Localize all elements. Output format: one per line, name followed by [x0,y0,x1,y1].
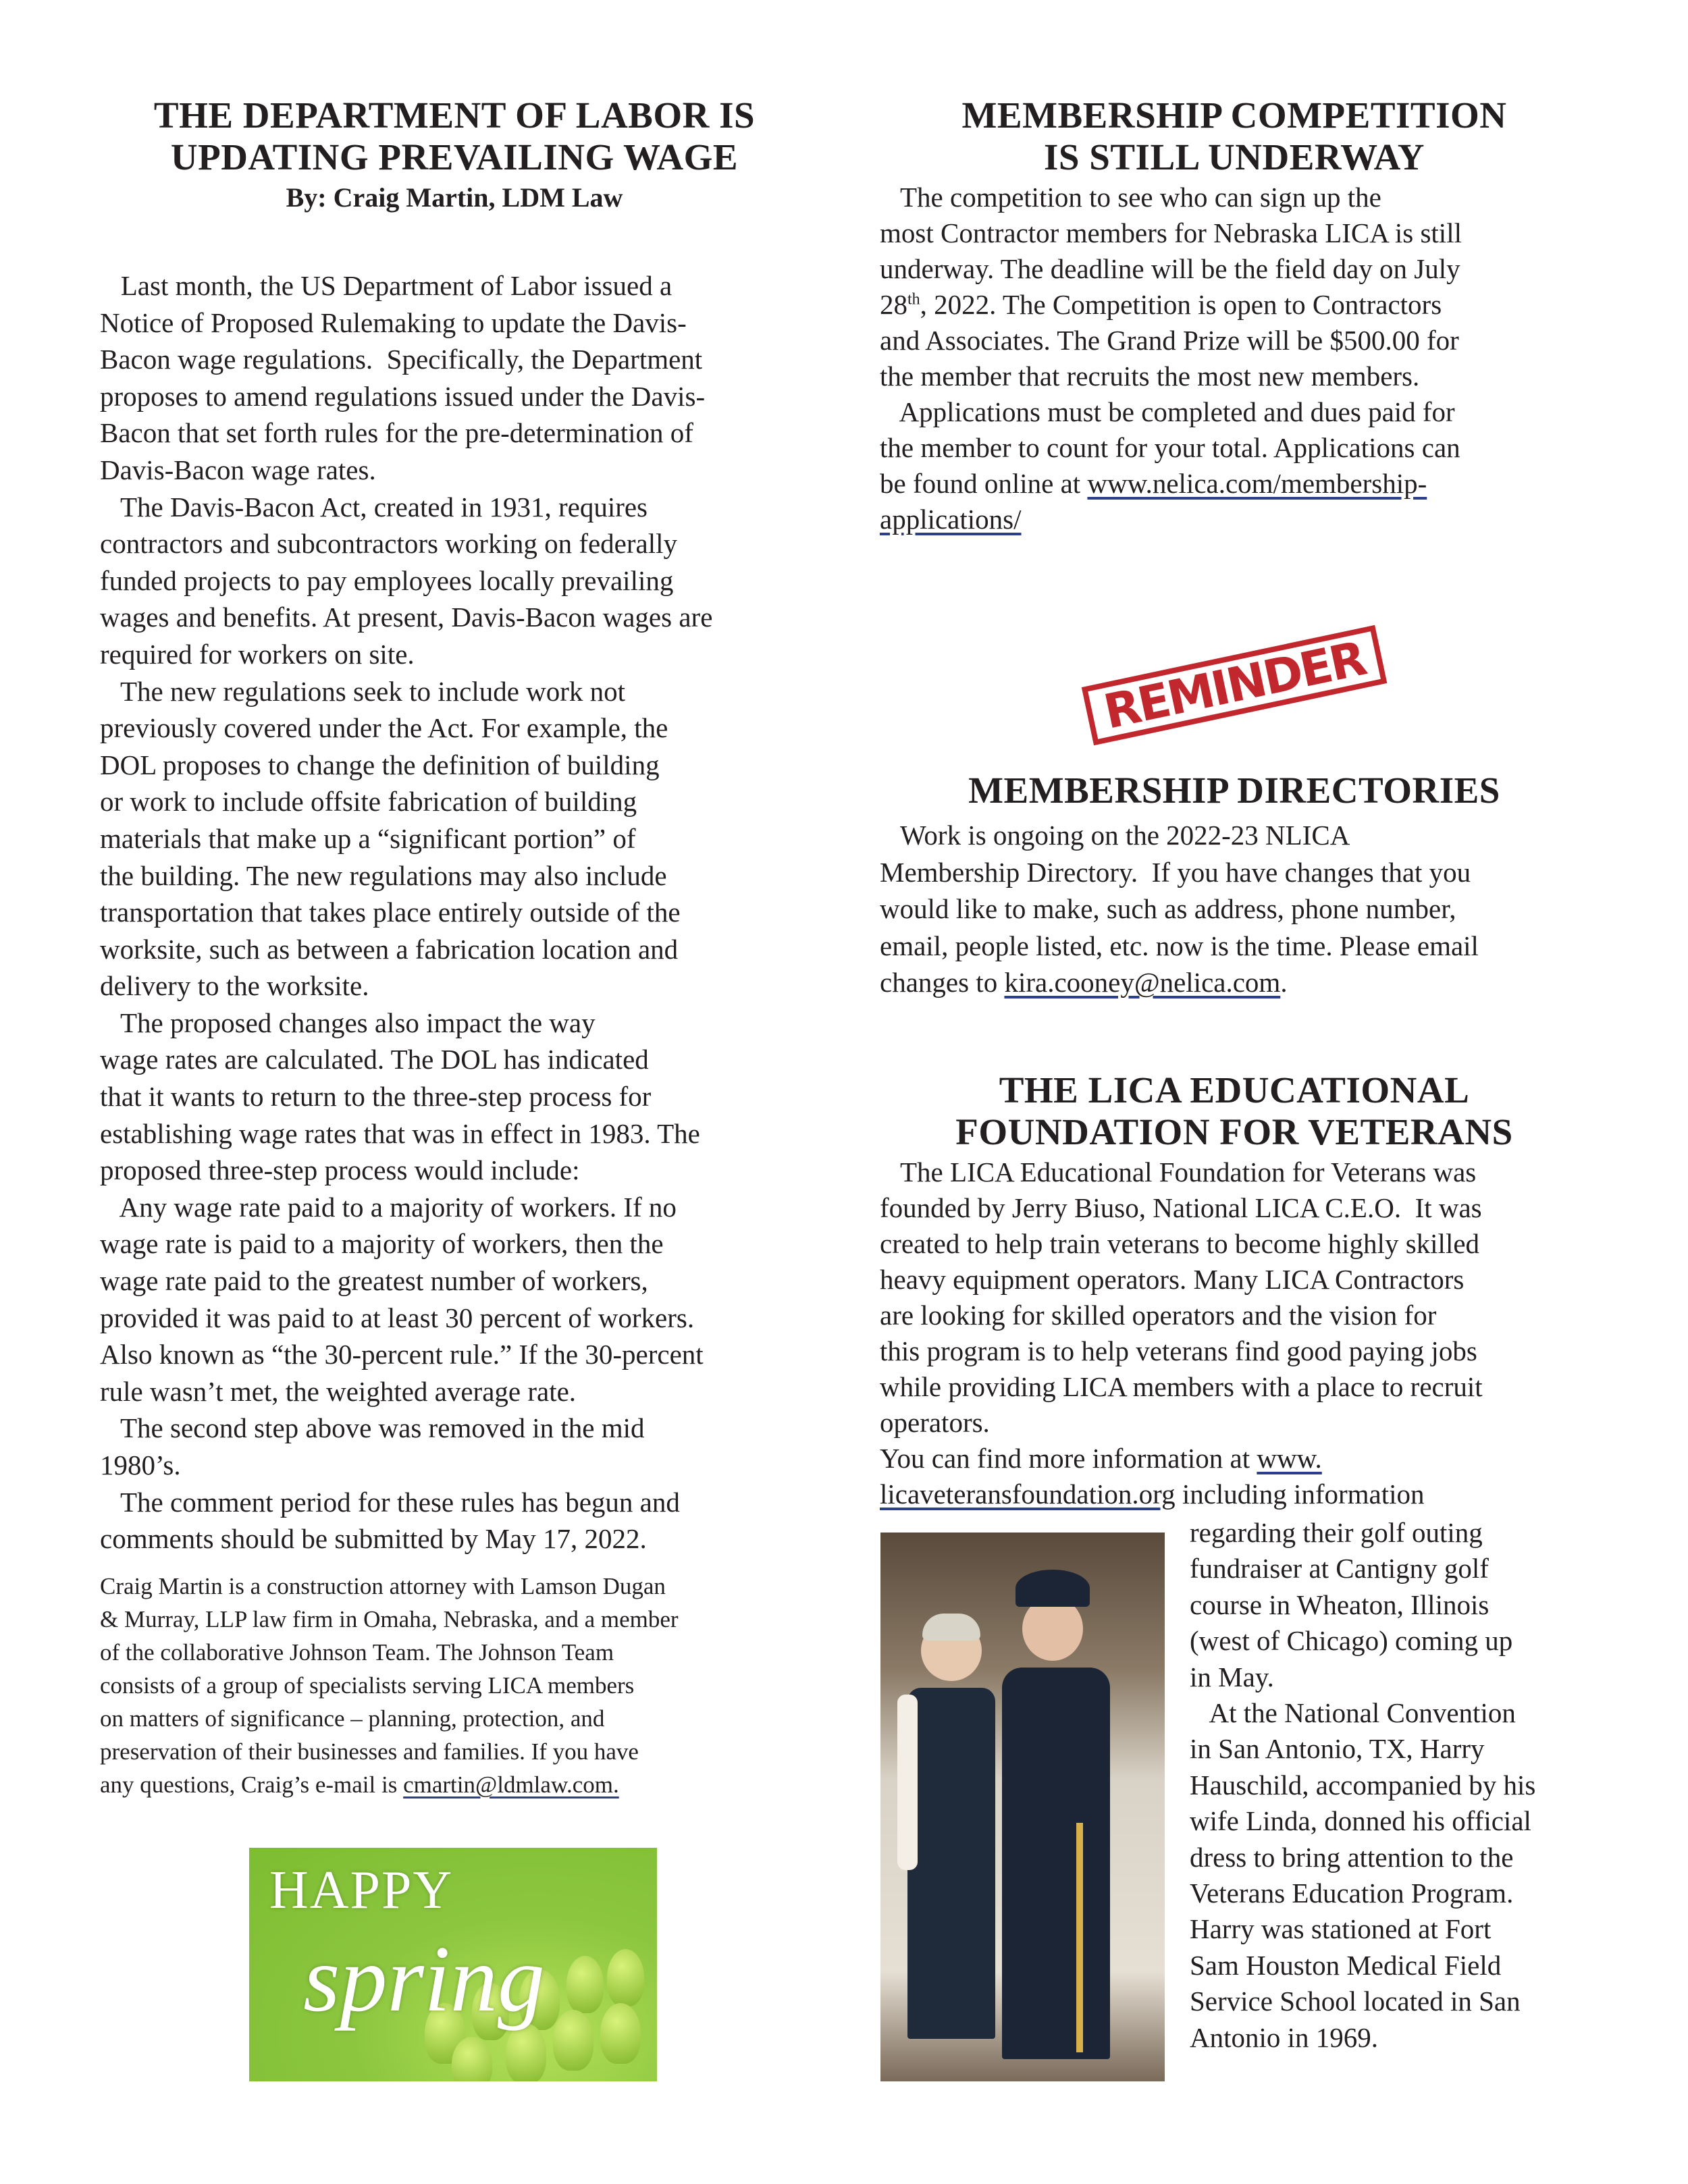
directories-body: Work is ongoing on the 2022-23 NLICA Membership Directory. If you have changes that you would like to make, such as address, phone number, email, people listed, etc. now is the time. Please email changes to kira.cooney@nelica.com. [880,817,1479,1001]
title-line: UPDATING PREVAILING WAGE [170,136,739,178]
veterans-foundation-link[interactable]: www. [1257,1443,1322,1474]
text-line: materials that make up a “significant portion” of [100,822,636,854]
text-line: 1980’s. [100,1449,181,1481]
text-line: Also known as “the 30-percent rule.” If the 30-percent [100,1339,704,1370]
text-line: required for workers on site. [100,638,415,670]
text-line: most Contractor members for Nebraska LICA is still [880,217,1462,248]
text-line: establishing wage rates that was in effect in 1983. The [100,1117,700,1149]
text-line: worksite, such as between a fabrication location and [100,933,679,965]
text-line: heavy equipment operators. Many LICA Contractors [880,1264,1465,1295]
text-line: Applications must be completed and dues paid for [880,396,1455,427]
text-line: contractors and subcontractors working on federally [100,528,678,560]
directories-title: MEMBERSHIP DIRECTORIES [968,770,1500,811]
text-line: The competition to see who can sign up the [880,182,1381,213]
text-line: proposed three-step process would include: [100,1154,580,1186]
text-line: on matters of significance – planning, protection, and [100,1705,605,1732]
text-line: Any wage rate paid to a majority of workers. If no [100,1191,677,1223]
bio-last-line: any questions, Craig’s e-mail is cmartin@ldmlaw.com. [100,1772,619,1798]
text-line: Davis-Bacon wage rates. [100,454,376,485]
title-line: FOUNDATION FOR VETERANS [955,1111,1513,1152]
text-line: Veterans Education Program. [1190,1877,1514,1909]
text-line: Sam Houston Medical Field [1190,1949,1502,1981]
veterans-body: The LICA Educational Foundation for Veterans was founded by Jerry Biuso, National LICA C.E.O. It was created to help train veterans to become highly skilled heavy equipment operators. Many LICA Contractors are looking for skilled operators and the vision for this program is to help veterans find good paying jobs while providing LICA members with a place to recruit operators. You can find more information at www. licaveteransfoundation.org including information [880,1154,1483,1512]
text-line: operators. [880,1407,990,1438]
author-email-link[interactable]: cmartin@ldmlaw.com. [403,1772,619,1798]
text-line: underway. The deadline will be the field day on July [880,253,1460,284]
text-line: that it wants to return to the three-step process for [100,1081,652,1113]
text-line: regarding their golf outing [1190,1517,1483,1548]
competition-title [880,95,1589,178]
author-bio [100,1570,679,1801]
happy-text: HAPPY [269,1861,454,1920]
text-line: DOL proposes to change the definition of building [100,749,660,780]
text-line: (west of Chicago) coming up [1190,1625,1513,1657]
text-line: Last month, the US Department of Labor issued a [100,270,672,301]
text-line: email, people listed, etc. now is the time. Please email [880,930,1479,961]
reminder-stamp: REMINDER [1082,625,1387,745]
text-line: dress to bring attention to the [1190,1841,1514,1873]
directories-email-link[interactable]: kira.cooney@nelica.com [1004,967,1281,998]
text-line: rule wasn’t met, the weighted average rate. [100,1375,577,1407]
veterans-body-side [1190,1515,1535,2056]
text-line: transportation that takes place entirely outside of the [100,897,681,928]
text-line: Antonio in 1969. [1190,2021,1379,2053]
byline: By: Craig Martin, LDM Law [286,182,623,213]
text-line: are looking for skilled operators and the vision for [880,1300,1437,1331]
text-line: fundraiser at Cantigny golf [1190,1553,1489,1584]
text-line: previously covered under the Act. For example, the [100,712,668,744]
text-line: funded projects to pay employees locally prevailing [100,564,674,596]
title-line: THE LICA EDUCATIONAL [999,1069,1470,1111]
text-line: The LICA Educational Foundation for Veterans was [880,1156,1477,1188]
text-line: The proposed changes also impact the way [100,1007,596,1038]
text-line: delivery to the worksite. [100,970,369,1002]
text-line: wage rate is paid to a majority of workers, then the [100,1228,664,1260]
text-line: founded by Jerry Biuso, National LICA C.E.O. It was [880,1192,1482,1223]
membership-applications-link-cont[interactable]: applications/ [880,504,1022,535]
title-line: IS STILL UNDERWAY [1044,136,1425,178]
text-line: the building. The new regulations may also include [100,859,667,891]
text-line: would like to make, such as address, phone number, [880,893,1456,925]
text-line: Bacon that set forth rules for the pre-determination of [100,417,693,449]
text-line: preservation of their businesses and families. If you have [100,1738,639,1765]
text-line: wife Linda, donned his official [1190,1805,1531,1837]
title-line: THE DEPARTMENT OF LABOR IS [153,95,756,136]
text-line: & Murray, LLP law firm in Omaha, Nebraska, and a member [100,1606,679,1632]
text-line: the member to count for your total. Applications can [880,432,1460,463]
text-line: Harry was stationed at Fort [1190,1913,1492,1945]
text-line: The new regulations seek to include work not [100,675,626,707]
veterans-foundation-link-cont[interactable]: licaveteransfoundation.org [880,1479,1176,1510]
text-line: At the National Convention [1190,1697,1516,1729]
veterans-title [880,1069,1589,1153]
text-line: in May. [1190,1661,1274,1693]
text-line: proposes to amend regulations issued under the Davis- [100,380,706,412]
text-line: Service School located in San [1190,1986,1521,2017]
competition-body: The competition to see who can sign up the most Contractor members for Nebraska LICA is still underway. The deadline will be the field day on July 28th, 2022. The Competition is open to Contractors and Associates. The Grand Prize will be $500.00 for the member that recruits the most new members. Applications must be completed and dues paid for the member to count for your total. Applications can be found online at www.nelica.com/membership- applications/ [880,180,1462,537]
text-line: consists of a group of specialists serving LICA members [100,1672,635,1699]
text-line: The second step above was removed in the mid [100,1412,645,1444]
text-line: The comment period for these rules has begun and [100,1486,680,1518]
dol-article-title [100,95,809,178]
text-line: Bacon wage regulations. Specifically, the Department [100,344,703,375]
text-line: created to help train veterans to become highly skilled [880,1228,1480,1259]
text-line: the member that recruits the most new members. [880,361,1420,392]
membership-applications-link[interactable]: www.nelica.com/membership- [1087,468,1427,499]
text-line: wages and benefits. At present, Davis-Bacon wages are [100,602,713,633]
dol-article-body [100,267,712,1557]
text-line: in San Antonio, TX, Harry [1190,1733,1485,1765]
text-line: and Associates. The Grand Prize will be $500.00 for [880,325,1459,356]
veterans-photo [880,1533,1165,2081]
title-line: MEMBERSHIP COMPETITION [961,95,1507,136]
text-line: Notice of Proposed Rulemaking to update the Davis- [100,307,687,338]
text-line: of the collaborative Johnson Team. The Johnson Team [100,1639,614,1666]
text-line: The Davis-Bacon Act, created in 1931, requires [100,491,648,523]
spring-text: spring [303,1927,545,2031]
text-line: Hauschild, accompanied by his [1190,1769,1536,1801]
text-line: wage rates are calculated. The DOL has indicated [100,1044,649,1075]
text-line: Craig Martin is a construction attorney with Lamson Dugan [100,1573,666,1599]
text-line: while providing LICA members with a place to recruit [880,1371,1483,1402]
text-line: or work to include offsite fabrication of building [100,786,637,818]
text-line: course in Wheaton, Illinois [1190,1589,1489,1620]
text-line: wage rate paid to the greatest number of workers, [100,1265,648,1297]
text-line: this program is to help veterans find good paying jobs [880,1335,1477,1366]
happy-spring-image [249,1848,657,2081]
text-line: Work is ongoing on the 2022-23 NLICA [880,820,1350,851]
text-line: Membership Directory. If you have changes that you [880,856,1471,888]
text-line: comments should be submitted by May 17, 2022. [100,1523,647,1555]
text-line: provided it was paid to at least 30 percent of workers. [100,1302,695,1333]
